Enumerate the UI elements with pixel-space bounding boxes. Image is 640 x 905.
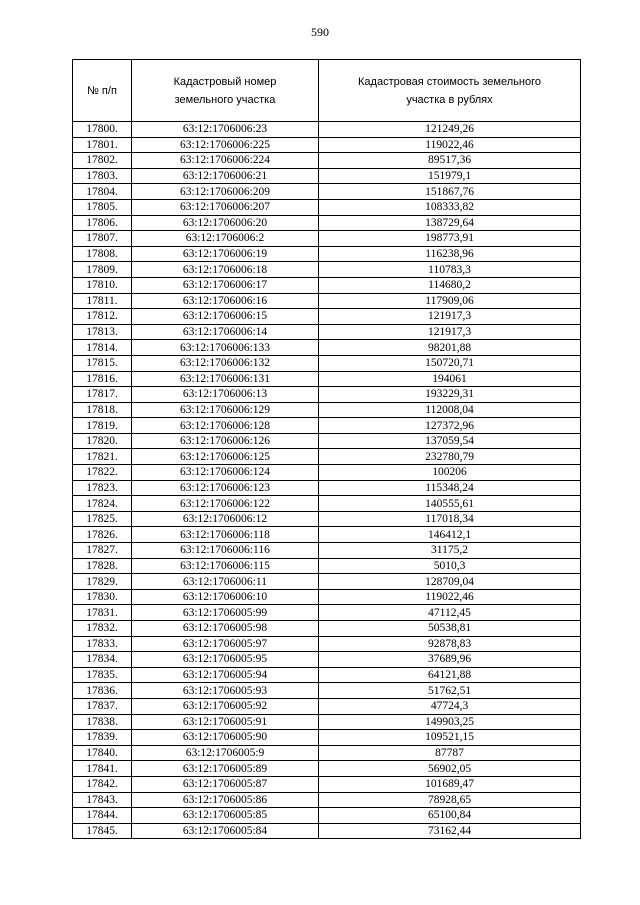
table-row	[73, 355, 581, 371]
table-row	[73, 808, 581, 824]
table-row	[73, 621, 581, 637]
table-row	[73, 262, 581, 278]
table-row	[73, 199, 581, 215]
row-number: 17829.	[73, 574, 132, 590]
table-row	[73, 558, 581, 574]
row-number: 17803.	[73, 168, 132, 184]
row-cadastral-number: 63:12:1706006:132	[132, 355, 319, 371]
row-number: 17822.	[73, 465, 132, 481]
row-cadastral-value: 92878,83	[319, 636, 581, 652]
row-number: 17811.	[73, 293, 132, 309]
table-row	[73, 511, 581, 527]
row-cadastral-value: 232780,79	[319, 449, 581, 465]
row-number: 17836.	[73, 683, 132, 699]
row-cadastral-number: 63:12:1706005:94	[132, 667, 319, 683]
row-cadastral-value: 117018,34	[319, 511, 581, 527]
table-row	[73, 636, 581, 652]
table-row	[73, 652, 581, 668]
row-cadastral-number: 63:12:1706005:92	[132, 698, 319, 714]
row-cadastral-value: 109521,15	[319, 730, 581, 746]
table-row	[73, 792, 581, 808]
table-row	[73, 387, 581, 403]
table-row	[73, 667, 581, 683]
table-header	[73, 60, 581, 122]
row-cadastral-value: 100206	[319, 465, 581, 481]
row-cadastral-value: 51762,51	[319, 683, 581, 699]
row-cadastral-number: 63:12:1706006:225	[132, 137, 319, 153]
row-cadastral-number: 63:12:1706005:89	[132, 761, 319, 777]
row-number: 17820.	[73, 433, 132, 449]
row-cadastral-value: 150720,71	[319, 355, 581, 371]
row-number: 17810.	[73, 277, 132, 293]
table-row	[73, 449, 581, 465]
row-cadastral-number: 63:12:1706006:116	[132, 543, 319, 559]
row-number: 17826.	[73, 527, 132, 543]
row-cadastral-value: 127372,96	[319, 418, 581, 434]
row-cadastral-number: 63:12:1706006:131	[132, 371, 319, 387]
row-number: 17844.	[73, 808, 132, 824]
row-cadastral-number: 63:12:1706005:9	[132, 745, 319, 761]
table-row	[73, 776, 581, 792]
row-cadastral-number: 63:12:1706005:93	[132, 683, 319, 699]
row-number: 17818.	[73, 402, 132, 418]
row-number: 17808.	[73, 246, 132, 262]
row-cadastral-value: 146412,1	[319, 527, 581, 543]
row-cadastral-number: 63:12:1706006:209	[132, 184, 319, 200]
row-number: 17839.	[73, 730, 132, 746]
row-number: 17832.	[73, 621, 132, 637]
row-cadastral-value: 64121,88	[319, 667, 581, 683]
row-cadastral-value: 121917,3	[319, 324, 581, 340]
row-cadastral-value: 78928,65	[319, 792, 581, 808]
row-cadastral-value: 115348,24	[319, 480, 581, 496]
row-cadastral-number: 63:12:1706005:91	[132, 714, 319, 730]
row-cadastral-number: 63:12:1706006:124	[132, 465, 319, 481]
row-cadastral-number: 63:12:1706006:133	[132, 340, 319, 356]
row-cadastral-value: 73162,44	[319, 823, 581, 839]
row-cadastral-value: 194061	[319, 371, 581, 387]
table-row	[73, 745, 581, 761]
cadastral-table	[72, 59, 581, 839]
row-cadastral-number: 63:12:1706005:99	[132, 605, 319, 621]
row-cadastral-number: 63:12:1706006:122	[132, 496, 319, 512]
table-row	[73, 465, 581, 481]
row-cadastral-number: 63:12:1706006:10	[132, 589, 319, 605]
row-number: 17824.	[73, 496, 132, 512]
table-row	[73, 402, 581, 418]
table-row	[73, 371, 581, 387]
row-cadastral-value: 138729,64	[319, 215, 581, 231]
row-number: 17841.	[73, 761, 132, 777]
row-number: 17812.	[73, 309, 132, 325]
table-row	[73, 496, 581, 512]
row-number: 17802.	[73, 153, 132, 169]
table-row	[73, 543, 581, 559]
row-cadastral-value: 65100,84	[319, 808, 581, 824]
row-number: 17801.	[73, 137, 132, 153]
row-number: 17843.	[73, 792, 132, 808]
page-number: 590	[311, 25, 329, 39]
row-cadastral-number: 63:12:1706006:14	[132, 324, 319, 340]
row-cadastral-number: 63:12:1706006:125	[132, 449, 319, 465]
header-cadastral-number: Кадастровый номер земельного участка	[132, 60, 319, 122]
row-cadastral-number: 63:12:1706006:11	[132, 574, 319, 590]
table-row	[73, 589, 581, 605]
table-body	[73, 122, 581, 839]
row-cadastral-value: 31175,2	[319, 543, 581, 559]
row-cadastral-value: 193229,31	[319, 387, 581, 403]
table-row	[73, 168, 581, 184]
row-cadastral-number: 63:12:1706006:123	[132, 480, 319, 496]
row-cadastral-value: 112008,04	[319, 402, 581, 418]
row-cadastral-number: 63:12:1706005:86	[132, 792, 319, 808]
row-cadastral-number: 63:12:1706005:84	[132, 823, 319, 839]
table-row	[73, 340, 581, 356]
row-cadastral-number: 63:12:1706006:224	[132, 153, 319, 169]
row-number: 17806.	[73, 215, 132, 231]
table-row	[73, 433, 581, 449]
row-cadastral-value: 140555,61	[319, 496, 581, 512]
table-row	[73, 714, 581, 730]
row-number: 17845.	[73, 823, 132, 839]
row-cadastral-number: 63:12:1706006:16	[132, 293, 319, 309]
row-cadastral-number: 63:12:1706006:2	[132, 231, 319, 247]
table-row	[73, 698, 581, 714]
table-row	[73, 683, 581, 699]
row-number: 17819.	[73, 418, 132, 434]
row-cadastral-value: 101689,47	[319, 776, 581, 792]
table-row	[73, 527, 581, 543]
row-number: 17842.	[73, 776, 132, 792]
row-number: 17816.	[73, 371, 132, 387]
row-cadastral-value: 50538,81	[319, 621, 581, 637]
row-number: 17830.	[73, 589, 132, 605]
row-number: 17833.	[73, 636, 132, 652]
table-row	[73, 418, 581, 434]
row-cadastral-value: 151979,1	[319, 168, 581, 184]
row-cadastral-number: 63:12:1706006:129	[132, 402, 319, 418]
row-cadastral-value: 87787	[319, 745, 581, 761]
table-row	[73, 574, 581, 590]
table-row	[73, 823, 581, 839]
row-number: 17807.	[73, 231, 132, 247]
table-row	[73, 761, 581, 777]
table-row	[73, 215, 581, 231]
row-cadastral-value: 151867,76	[319, 184, 581, 200]
table-row	[73, 153, 581, 169]
row-cadastral-number: 63:12:1706006:21	[132, 168, 319, 184]
row-number: 17814.	[73, 340, 132, 356]
row-cadastral-number: 63:12:1706005:90	[132, 730, 319, 746]
row-cadastral-value: 114680,2	[319, 277, 581, 293]
row-cadastral-value: 198773,91	[319, 231, 581, 247]
table-row	[73, 184, 581, 200]
row-number: 17823.	[73, 480, 132, 496]
row-cadastral-value: 47724,3	[319, 698, 581, 714]
table-row	[73, 137, 581, 153]
row-number: 17828.	[73, 558, 132, 574]
row-cadastral-value: 37689,96	[319, 652, 581, 668]
table-row	[73, 730, 581, 746]
row-number: 17825.	[73, 511, 132, 527]
row-number: 17821.	[73, 449, 132, 465]
row-cadastral-value: 98201,88	[319, 340, 581, 356]
table-row	[73, 122, 581, 138]
row-cadastral-value: 121249,26	[319, 122, 581, 138]
row-number: 17805.	[73, 199, 132, 215]
row-number: 17800.	[73, 122, 132, 138]
row-cadastral-number: 63:12:1706006:12	[132, 511, 319, 527]
row-cadastral-value: 119022,46	[319, 589, 581, 605]
row-cadastral-value: 137059,54	[319, 433, 581, 449]
row-cadastral-number: 63:12:1706006:17	[132, 277, 319, 293]
row-cadastral-value: 128709,04	[319, 574, 581, 590]
row-cadastral-number: 63:12:1706006:13	[132, 387, 319, 403]
row-cadastral-value: 5010,3	[319, 558, 581, 574]
table-row	[73, 293, 581, 309]
row-cadastral-number: 63:12:1706006:15	[132, 309, 319, 325]
row-number: 17813.	[73, 324, 132, 340]
row-cadastral-number: 63:12:1706006:126	[132, 433, 319, 449]
table-row	[73, 277, 581, 293]
row-cadastral-number: 63:12:1706006:20	[132, 215, 319, 231]
row-number: 17838.	[73, 714, 132, 730]
table-row	[73, 324, 581, 340]
row-cadastral-number: 63:12:1706005:85	[132, 808, 319, 824]
row-cadastral-value: 121917,3	[319, 309, 581, 325]
row-cadastral-number: 63:12:1706005:98	[132, 621, 319, 637]
table-row	[73, 605, 581, 621]
table-row	[73, 480, 581, 496]
row-number: 17817.	[73, 387, 132, 403]
row-cadastral-value: 89517,36	[319, 153, 581, 169]
table-row	[73, 246, 581, 262]
row-cadastral-number: 63:12:1706006:19	[132, 246, 319, 262]
row-cadastral-value: 116238,96	[319, 246, 581, 262]
row-cadastral-number: 63:12:1706005:97	[132, 636, 319, 652]
row-cadastral-number: 63:12:1706006:18	[132, 262, 319, 278]
row-cadastral-number: 63:12:1706006:23	[132, 122, 319, 138]
row-cadastral-value: 108333,82	[319, 199, 581, 215]
row-number: 17835.	[73, 667, 132, 683]
row-number: 17809.	[73, 262, 132, 278]
row-number: 17831.	[73, 605, 132, 621]
row-cadastral-number: 63:12:1706006:118	[132, 527, 319, 543]
row-cadastral-value: 110783,3	[319, 262, 581, 278]
row-cadastral-value: 47112,45	[319, 605, 581, 621]
row-cadastral-value: 149903,25	[319, 714, 581, 730]
row-cadastral-number: 63:12:1706006:207	[132, 199, 319, 215]
row-number: 17834.	[73, 652, 132, 668]
row-number: 17804.	[73, 184, 132, 200]
row-number: 17837.	[73, 698, 132, 714]
row-cadastral-number: 63:12:1706006:128	[132, 418, 319, 434]
header-number: № п/п	[73, 60, 132, 122]
row-cadastral-value: 117909,06	[319, 293, 581, 309]
row-cadastral-value: 119022,46	[319, 137, 581, 153]
row-cadastral-number: 63:12:1706005:95	[132, 652, 319, 668]
row-cadastral-number: 63:12:1706006:115	[132, 558, 319, 574]
row-number: 17815.	[73, 355, 132, 371]
row-number: 17840.	[73, 745, 132, 761]
table-row	[73, 231, 581, 247]
header-cadastral-value: Кадастровая стоимость земельного участка в рублях	[319, 60, 581, 122]
table-row	[73, 309, 581, 325]
row-cadastral-value: 56902,05	[319, 761, 581, 777]
row-cadastral-number: 63:12:1706005:87	[132, 776, 319, 792]
row-number: 17827.	[73, 543, 132, 559]
